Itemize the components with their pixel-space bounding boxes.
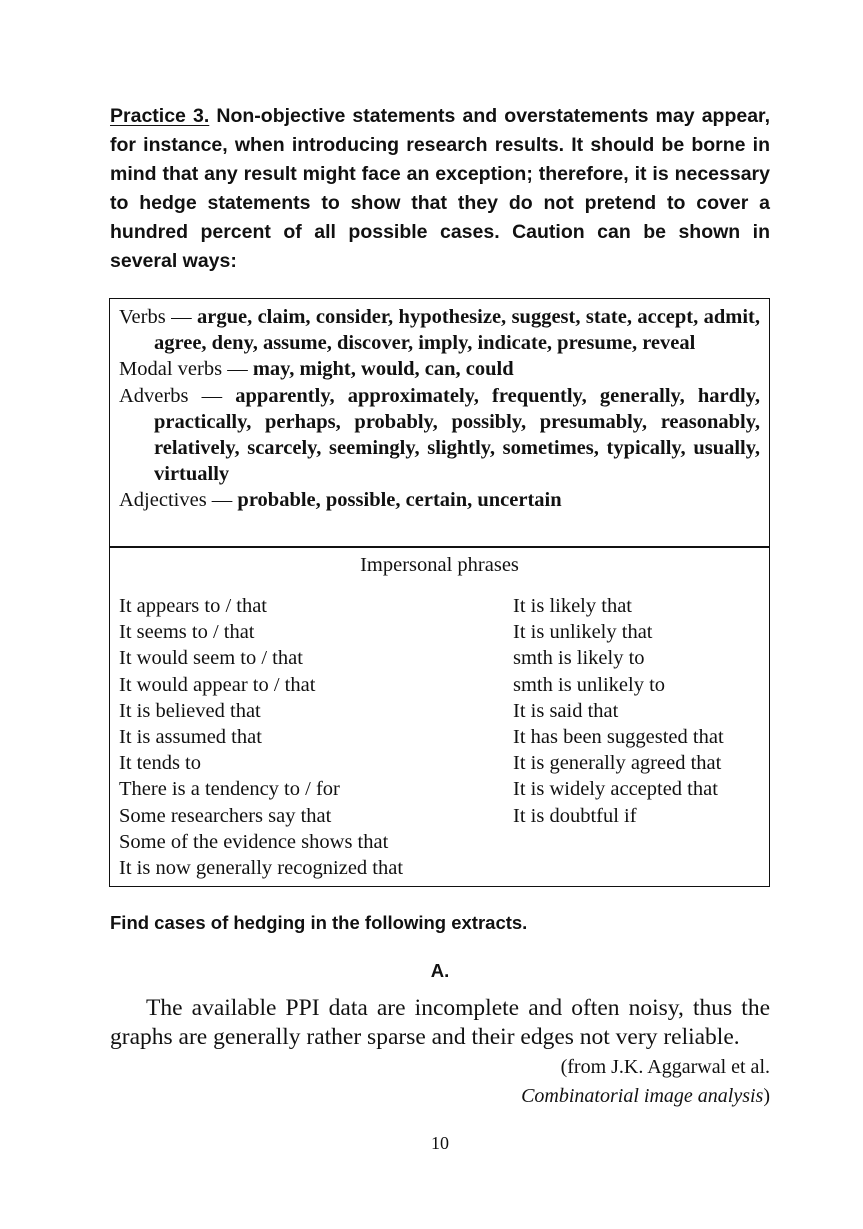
impersonal-phrase: smth is unlikely to — [513, 673, 666, 696]
practice-label: Practice 3. — [110, 105, 210, 127]
task-instruction: Find cases of hedging in the following extracts. — [110, 912, 528, 933]
category-name: Adverbs — [119, 384, 189, 407]
impersonal-phrase: It is doubtful if — [513, 804, 637, 827]
impersonal-phrase: It is believed that — [119, 699, 261, 722]
category-name: Adjectives — [119, 489, 207, 512]
impersonal-left-column — [119, 593, 403, 881]
category-entry — [119, 356, 760, 382]
citation — [521, 1053, 770, 1111]
extract-text: The available PPI data are incomplete and often noisy, thus the graphs are generally rather sparse and their edges not very reliable. — [110, 995, 770, 1050]
category-entry — [119, 487, 760, 513]
impersonal-phrase: Some of the evidence shows that — [119, 830, 389, 853]
impersonal-phrase: It seems to / that — [119, 621, 255, 644]
practice-text: Non-objective statements and overstatements may appear, for instance, when introducing research results. It should be borne in mind that any result might face an exception; therefore, it is necessary to hedge statements to show that they do not pretend to cover a hundred percent of all possible cases. Caution can be shown in several ways: — [110, 105, 770, 272]
impersonal-phrase: It would appear to / that — [119, 673, 316, 696]
word-categories — [110, 299, 769, 548]
citation-title: Combinatorial image analysis — [521, 1085, 764, 1107]
category-entry — [119, 304, 760, 356]
category-words: probable, possible, certain, uncertain — [237, 489, 562, 512]
citation-source: (from J.K. Aggarwal et al. — [560, 1056, 770, 1078]
category-sep: — — [165, 306, 197, 328]
impersonal-phrase: It has been suggested that — [513, 726, 724, 749]
category-sep: — — [188, 384, 236, 407]
impersonal-phrase: smth is likely to — [513, 647, 645, 670]
impersonal-title: Impersonal phrases — [360, 554, 519, 576]
category-name: Modal verbs — [119, 358, 223, 381]
category-words: argue, claim, consider, hypothesize, suggest, state, accept, admit, agree, deny, assume, discover, imply, indicate, presume, reveal — [154, 306, 761, 355]
impersonal-phrase: Some researchers say that — [119, 804, 332, 827]
category-words: apparently, approximately, frequently, generally, hardly, practically, perhaps, probably, possibly, presumably, reasonably, relatively, scarcely, seemingly, slightly, sometimes, typically, usually, virtually — [154, 384, 760, 486]
page-number: 10 — [431, 1133, 449, 1153]
impersonal-phrase: It tends to — [119, 752, 201, 775]
category-sep: — — [222, 358, 253, 381]
impersonal-phrase: It appears to / that — [119, 595, 268, 617]
citation-close: ) — [763, 1085, 770, 1107]
impersonal-phrase: It is unlikely that — [513, 621, 653, 644]
practice-intro — [110, 102, 770, 276]
impersonal-phrase: It would seem to / that — [119, 647, 303, 670]
category-entry — [119, 383, 760, 488]
impersonal-phrase: It is likely that — [513, 595, 632, 617]
section-heading: A. — [430, 960, 450, 981]
category-name: Verbs — [119, 306, 166, 328]
impersonal-phrase: It is assumed that — [119, 726, 262, 749]
impersonal-phrase: It is widely accepted that — [513, 778, 718, 801]
hedging-table — [109, 298, 770, 887]
impersonal-phrase: There is a tendency to / for — [119, 778, 340, 801]
category-sep: — — [206, 489, 238, 512]
impersonal-phrase: It is now generally recognized that — [119, 857, 404, 880]
impersonal-right-column — [513, 593, 724, 829]
impersonal-phrase: It is generally agreed that — [513, 752, 722, 775]
impersonal-phrase: It is said that — [513, 699, 619, 722]
category-words: may, might, would, can, could — [252, 358, 514, 381]
